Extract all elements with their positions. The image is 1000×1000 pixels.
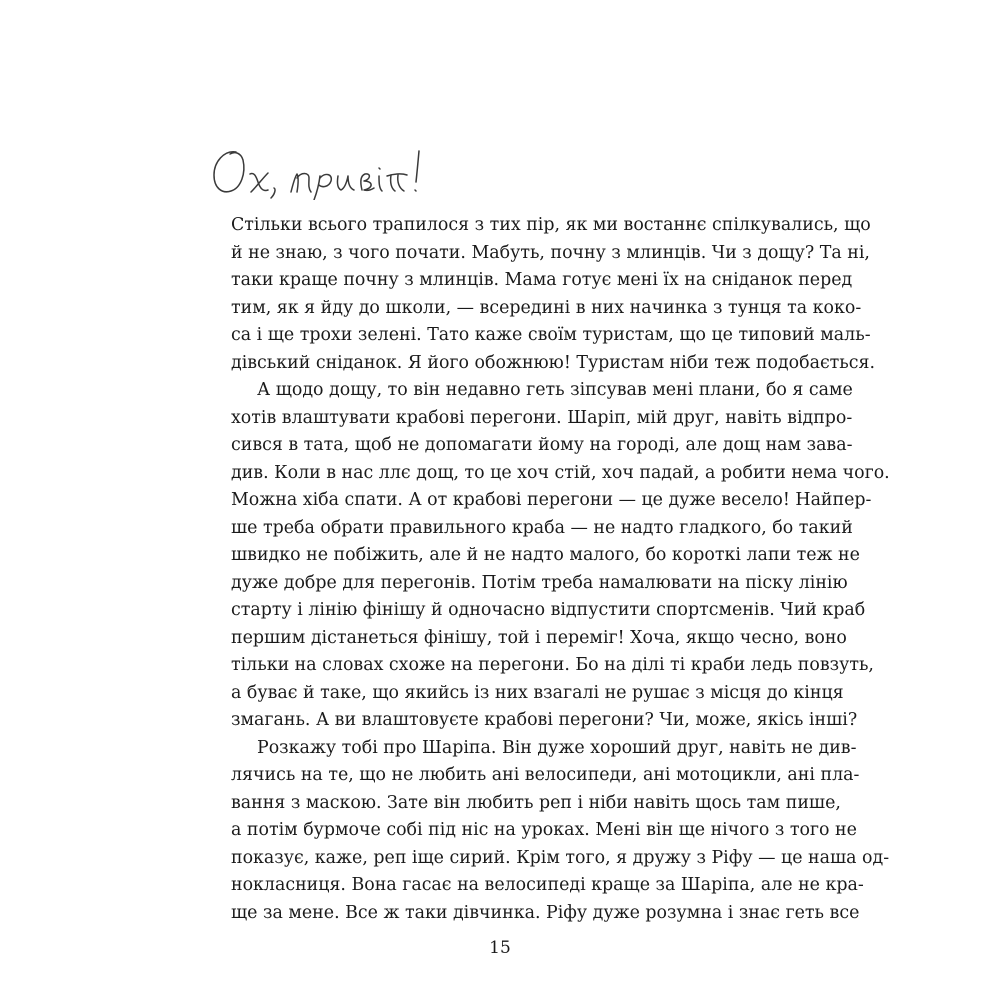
text-line: старту і лінію фінішу й одночасно відпустити спортсменів. Чий краб xyxy=(231,600,866,620)
text-line: хотів влаштувати крабові перегони. Шаріп, мій друг, навіть відпро- xyxy=(231,407,853,428)
page-number: 15 xyxy=(489,938,511,958)
text-line: дуже добре для перегонів. Потім треба намалювати на піску лінію xyxy=(231,572,848,593)
handwritten-greeting-image xyxy=(208,148,608,200)
text-line: див. Коли в нас ллє дощ, то це хоч стій, хоч падай, а робити нема чого. xyxy=(231,462,890,483)
text-line: тільки на словах схоже на перегони. Бо на ділі ті краби ледь повзуть, xyxy=(231,655,874,675)
text-line: швидко не побіжить, але й не надто малого, бо короткі лапи теж не xyxy=(231,545,860,565)
text-line: ше треба обрати правильного краба — не надто гладкого, бо такий xyxy=(231,517,853,538)
text-line: а потім бурмоче собі під ніс на уроках. Мені він ще нічого з того не xyxy=(231,820,857,840)
text-line: показує, каже, реп іще сирий. Крім того, я дружу з Ріфу — це наша од- xyxy=(231,847,890,868)
body-text xyxy=(231,212,890,927)
text-line: нокласниця. Вона гасає на велосипеді краще за Шаріпа, але не кра- xyxy=(231,875,864,895)
text-line: а буває й таке, що якийсь із них взагалі не рушає з місця до кінця xyxy=(231,682,844,703)
text-line: змагань. А ви влаштовуєте крабові перегони? Чи, може, якісь інші? xyxy=(231,710,858,730)
text-line: дівський сніданок. Я його обожнюю! Туристам ніби теж подобається. xyxy=(231,352,876,373)
handwritten-heading xyxy=(208,148,608,200)
text-line: й не знаю, з чого почати. Мабуть, почну з млинців. Чи з дощу? Та ні, xyxy=(231,242,870,263)
text-line: вання з маскою. Зате він любить реп і ніби навіть щось там пише, xyxy=(231,792,841,813)
text-line: таки краще почну з млинців. Мама готує мені їх на сніданок перед xyxy=(231,270,853,290)
text-line: тим, як я йду до школи, — всередині в них начинка з тунця та коко- xyxy=(231,297,862,318)
text-line: Розкажу тобі про Шаріпа. Він дуже хороший друг, навіть не див- xyxy=(257,737,857,758)
text-line: Стільки всього трапилося з тих пір, як ми востаннє спілкувались, що xyxy=(231,215,871,235)
text-line: сився в тата, щоб не допомагати йому на городі, але дощ нам зава- xyxy=(231,435,853,455)
text-line: Можна хіба спати. А от крабові перегони — це дуже весело! Найпер- xyxy=(231,490,872,510)
text-line: са і ще трохи зелені. Тато каже своїм туристам, що це типовий маль- xyxy=(231,325,871,345)
text-line: А щодо дощу, то він недавно геть зіпсував мені плани, бо я саме xyxy=(257,380,853,400)
text-line: першим дістанеться фінішу, той і переміг! Хоча, якщо чесно, воно xyxy=(231,627,847,648)
text-line: лячись на те, що не любить ані велосипеди, ані мотоцикли, ані пла- xyxy=(231,765,860,785)
text-line: ще за мене. Все ж таки дівчинка. Ріфу дуже розумна і знає геть все xyxy=(231,902,860,923)
